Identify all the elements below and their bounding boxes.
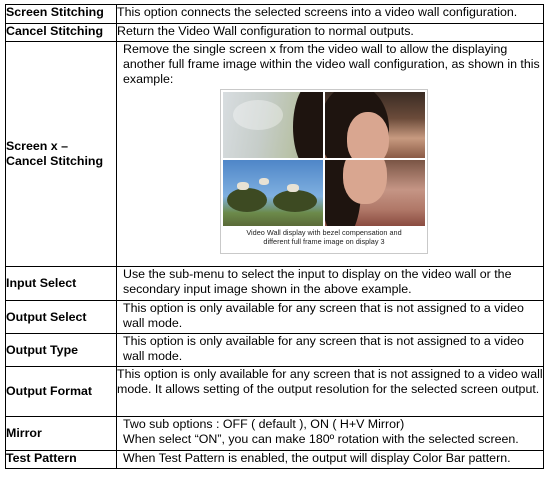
video-wall-screen-2-image <box>325 92 425 158</box>
option-name: Output Format <box>6 367 117 417</box>
figure-caption: Video Wall display with bezel compensation and different full frame image on display 3 <box>246 228 402 246</box>
option-name: Output Select <box>6 301 117 334</box>
option-name: Screen Stitching <box>6 5 117 24</box>
option-description: This option is only available for any screen that is not assigned to a video wall mode. It allows setting of the output resolution for the selected screen output. <box>117 367 544 417</box>
settings-table <box>5 4 544 469</box>
option-description: Use the sub-menu to select the input to display on the video wall or the secondary input image shown in the above example. <box>117 267 544 301</box>
table-row <box>6 267 544 301</box>
video-wall-screen-3-image <box>223 160 323 226</box>
table-row <box>6 301 544 334</box>
video-wall-screen-1-image <box>223 92 323 158</box>
option-name: Cancel Stitching <box>6 24 117 42</box>
option-description: This option connects the selected screens into a video wall configuration. <box>117 5 544 24</box>
option-description-cell <box>117 42 544 267</box>
video-wall-example-figure <box>220 89 428 254</box>
option-description: This option is only available for any screen that is not assigned to a video wall mode. <box>117 301 544 334</box>
option-description: Return the Video Wall configuration to normal outputs. <box>117 24 544 42</box>
option-name: Mirror <box>6 417 117 451</box>
option-name: Input Select <box>6 267 117 301</box>
table-row <box>6 24 544 42</box>
option-description: Remove the single screen x from the video wall to allow the displaying another full frame image within the video wall configuration, as shown in this example: <box>123 42 540 86</box>
option-description-line: When select “ON”, you can make 180º rotation with the selected screen. <box>123 432 519 446</box>
table-row <box>6 334 544 367</box>
option-name: Output Type <box>6 334 117 367</box>
option-description-cell <box>117 417 544 451</box>
table-row <box>6 42 544 267</box>
option-name: Screen x – Cancel Stitching <box>6 42 117 267</box>
table-row <box>6 417 544 451</box>
table-row <box>6 367 544 417</box>
option-description: When Test Pattern is enabled, the output will display Color Bar pattern. <box>117 451 544 469</box>
video-wall-screen-4-image <box>325 160 425 226</box>
table-row <box>6 451 544 469</box>
table-row <box>6 5 544 24</box>
option-description-line: Two sub options : OFF ( default ), ON ( H+V Mirror) <box>123 417 405 431</box>
option-name: Test Pattern <box>6 451 117 469</box>
option-description: This option is only available for any screen that is not assigned to a video wall mode. <box>117 334 544 367</box>
